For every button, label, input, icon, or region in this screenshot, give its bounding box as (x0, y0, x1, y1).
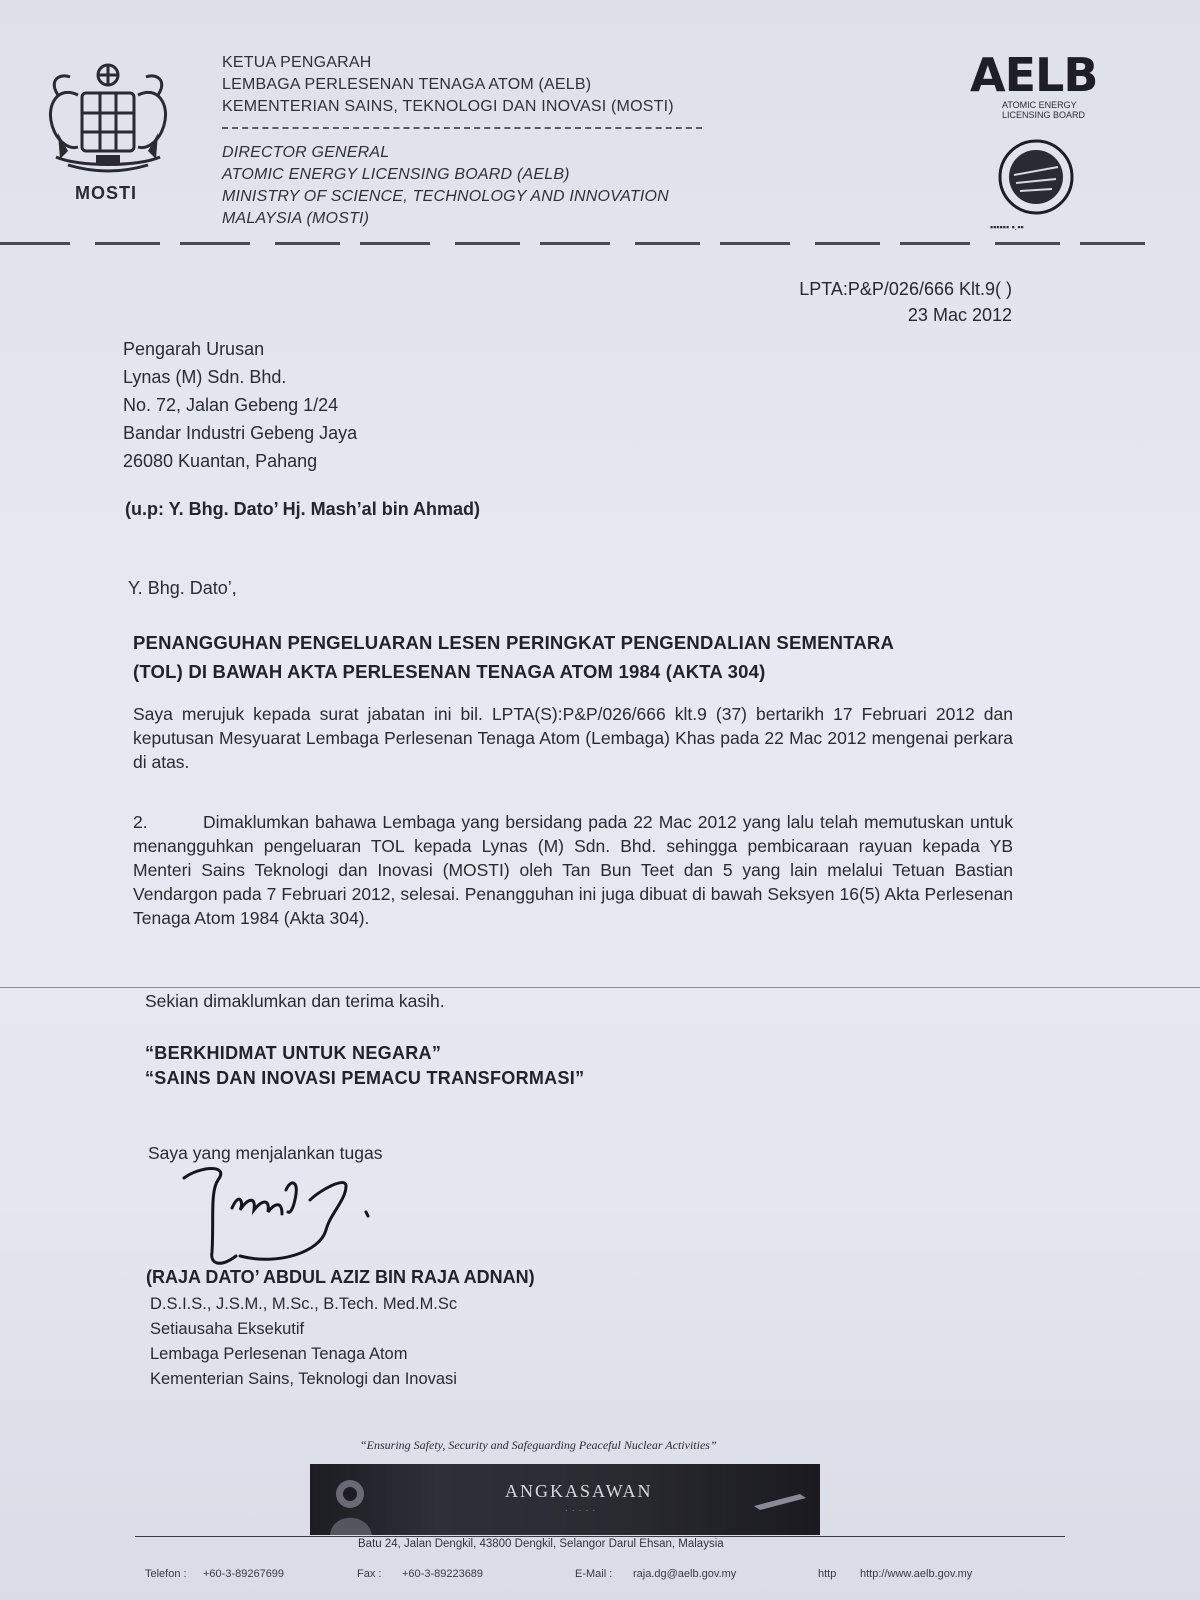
header-english-line-3: MINISTRY OF SCIENCE, TECHNOLOGY AND INNOVATION (222, 188, 669, 205)
body-paragraph-2 (133, 810, 1013, 930)
astronaut-icon (310, 1464, 430, 1535)
signoff-duty: Saya yang menjalankan tugas (148, 1143, 383, 1163)
address-line: Bandar Industri Gebeng Jaya (123, 423, 358, 443)
banner-subtitle-icon: · · · · · (565, 1506, 597, 1515)
email-label: E-Mail : (575, 1568, 613, 1580)
address-line: Lynas (M) Sdn. Bhd. (123, 367, 287, 387)
recipient-address (123, 335, 357, 475)
footer-divider (135, 1536, 1065, 1537)
signatory-ministry: Kementerian Sains, Teknologi dan Inovasi (150, 1370, 457, 1388)
subject-line-2: (TOL) DI BAWAH AKTA PERLESENAN TENAGA ATOM 1984 (AKTA 304) (133, 661, 766, 682)
angkasawan-banner (310, 1464, 820, 1535)
footer-tagline: “Ensuring Safety, Security and Safeguarding Peaceful Nuclear Activities” (360, 1438, 717, 1452)
closing-line: Sekian dimaklumkan dan terima kasih. (145, 991, 445, 1011)
spacecraft-icon (750, 1486, 810, 1516)
certification-emblem-icon (996, 137, 1076, 217)
signatory-credentials: D.S.I.S., J.S.M., M.Sc., B.Tech. Med.M.Sc (150, 1295, 458, 1313)
header-english-line-4: MALAYSIA (MOSTI) (222, 210, 370, 227)
header-malay-line-3: KEMENTERIAN SAINS, TEKNOLOGI DAN INOVASI (MOSTI) (222, 98, 674, 115)
header-malay-line-2: LEMBAGA PERLESENAN TENAGA ATOM (AELB) (222, 76, 592, 93)
address-line: Pengarah Urusan (123, 339, 265, 359)
aelb-logo: AELB (970, 48, 1098, 102)
header-english-line-2: ATOMIC ENERGY LICENSING BOARD (AELB) (222, 166, 570, 183)
aelb-logo-subtitle (1002, 100, 1085, 120)
fold-line (0, 987, 1200, 988)
body-paragraph-1: Saya merujuk kepada surat jabatan ini bil. LPTA(S):P&P/026/666 klt.9 (37) bertarikh 17 Februari 2012 dan keputusan Mesyuarat Lembaga Perlesenan Tenaga Atom (Lembaga) Khas pada 22 Mac 2012 mengenai perkara di atas. (133, 704, 1013, 772)
mosti-label: MOSTI (75, 183, 137, 203)
address-line: No. 72, Jalan Gebeng 1/24 (123, 395, 339, 415)
subject-line-1: PENANGGUHAN PENGELUARAN LESEN PERINGKAT PENGENDALIAN SEMENTARA (133, 632, 895, 653)
handwritten-signature-icon (170, 1160, 410, 1275)
signatory-title: Setiausaha Eksekutif (150, 1320, 305, 1338)
signatory-organization: Lembaga Perlesenan Tenaga Atom (150, 1345, 408, 1363)
emblem-caption-icon: ▪▪▪▪▪▪ ▪.▪▪ (990, 222, 1024, 232)
footer-address: Batu 24, Jalan Dengkil, 43800 Dengkil, Selangor Darul Ehsan, Malaysia (358, 1538, 724, 1550)
attention-line: (u.p: Y. Bhg. Dato’ Hj. Mash’al bin Ahmad) (125, 499, 481, 519)
paragraph-number: 2. (133, 812, 148, 832)
fax-number: +60-3-89223689 (402, 1568, 484, 1580)
email-link[interactable]: raja.dg@aelb.gov.my (633, 1568, 737, 1580)
header-dashed-rule (0, 242, 1145, 245)
website-link[interactable]: http://www.aelb.gov.my (860, 1568, 973, 1580)
signatory-name: (RAJA DATO’ ABDUL AZIZ BIN RAJA ADNAN) (146, 1267, 535, 1287)
header-english-line-1: DIRECTOR GENERAL (222, 144, 390, 161)
header-malay-line-1: KETUA PENGARAH (222, 54, 372, 71)
fax-label: Fax : (357, 1568, 382, 1580)
motto-2: “SAINS DAN INOVASI PEMACU TRANSFORMASI” (145, 1068, 585, 1088)
aelb-sub-line-1: ATOMIC ENERGY (1002, 100, 1077, 110)
letter-date: 23 Mac 2012 (907, 305, 1012, 325)
header-divider (222, 127, 702, 129)
phone-number: +60-3-89267699 (203, 1568, 285, 1580)
subject-heading (133, 628, 1013, 686)
banner-title: ANGKASAWAN (505, 1481, 653, 1501)
motto-1: “BERKHIDMAT UNTUK NEGARA” (145, 1043, 442, 1063)
website-label: http (818, 1568, 837, 1580)
reference-number: LPTA:P&P/026/666 Klt.9( ) (799, 279, 1012, 299)
phone-label: Telefon : (145, 1568, 187, 1580)
paragraph-2-text: Dimaklumkan bahawa Lembaga yang bersidang pada 22 Mac 2012 yang lalu telah memutuskan untuk menangguhkan pengeluaran TOL kepada Lynas (M) Sdn. Bhd. sehingga pembicaraan rayuan kepada YB Menteri Sains Teknologi dan Inovasi (MOSTI) oleh Tan Bun Teet dan 5 yang lain melalui Tetuan Bastian Vendargon pada 7 Februari 2012, selesai. Penangguhan ini juga dibuat di bawah Seksyen 16(5) Akta Perlesenan Tenaga Atom 1984 (Akta 304). (133, 812, 1013, 928)
address-line: 26080 Kuantan, Pahang (123, 451, 318, 471)
salutation: Y. Bhg. Dato’, (128, 578, 237, 598)
aelb-sub-line-2: LICENSING BOARD (1002, 110, 1086, 120)
